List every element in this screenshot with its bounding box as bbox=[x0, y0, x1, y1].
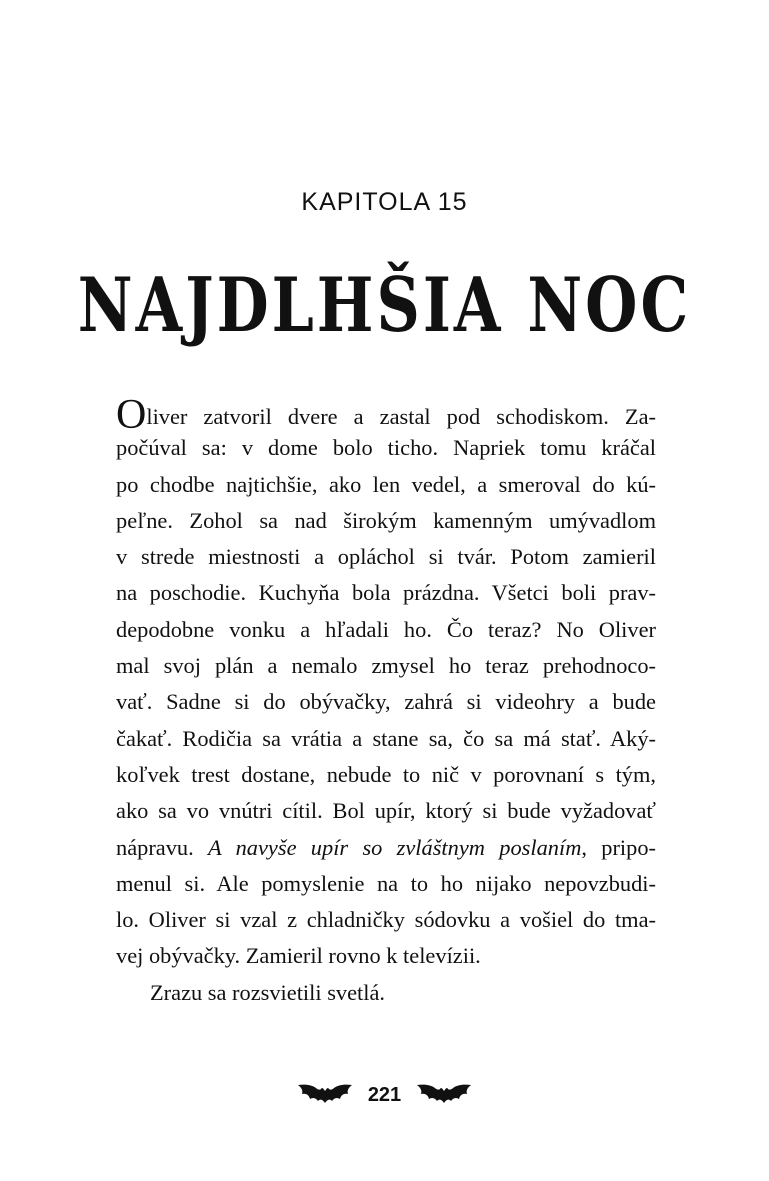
chapter-title: NAJDLHŠIA NOC bbox=[77, 262, 692, 350]
page-footer bbox=[0, 1075, 769, 1115]
text-segment: nápravu. bbox=[116, 834, 209, 860]
text-line: koľvek trest dostane, nebude to nič v porovnaní s tým, bbox=[116, 761, 656, 787]
text-line: na poschodie. Kuchyňa bola prázdna. Všetci boli prav- bbox=[116, 580, 656, 606]
text-line-content: liver zatvoril dvere a zastal pod schodiskom. Za- bbox=[146, 404, 656, 429]
bat-icon bbox=[415, 1082, 473, 1108]
text-line: počúval sa: v dome bolo ticho. Napriek tomu kráčal bbox=[116, 435, 656, 461]
text-segment: , pripo- bbox=[581, 834, 656, 860]
text-line: čakať. Rodičia sa vrátia a stane sa, čo sa má stať. Aký- bbox=[116, 725, 656, 751]
text-line: mal svoj plán a nemalo zmysel ho teraz prehodnoco- bbox=[116, 653, 656, 679]
body-text bbox=[116, 394, 656, 1011]
dropcap: O bbox=[116, 392, 147, 438]
final-paragraph: Zrazu sa rozsvietili svetlá. bbox=[150, 979, 386, 1005]
text-line: vej obývačky. Zamieril rovno k televízii. bbox=[116, 943, 481, 969]
text-line: po chodbe najtichšie, ako len vedel, a smeroval do kú- bbox=[116, 471, 656, 497]
text-line: menul si. Ale pomyslenie na to ho nijako nepovzbudi- bbox=[116, 870, 656, 896]
italic-text: A navyše upír so zvláštnym poslaním bbox=[208, 834, 582, 860]
chapter-label: KAPITOLA 15 bbox=[301, 188, 468, 216]
text-line: peľne. Zohol sa nad širokým kamenným umývadlom bbox=[116, 507, 656, 533]
text-line bbox=[116, 392, 656, 438]
bat-icon bbox=[296, 1082, 354, 1108]
text-line: ako sa vo vnútri cítil. Bol upír, ktorý si bude vyžadovať bbox=[116, 798, 656, 824]
text-line: v strede miestnosti a opláchol si tvár. Potom zamieril bbox=[116, 544, 656, 570]
text-line: vať. Sadne si do obývačky, zahrá si videohry a bude bbox=[116, 689, 656, 715]
page-number: 221 bbox=[367, 1083, 402, 1106]
text-line bbox=[116, 830, 656, 866]
text-line: depodobne vonku a hľadali ho. Čo teraz? No Oliver bbox=[116, 616, 656, 642]
text-line: lo. Oliver si vzal z chladničky sódovku a vošiel do tma- bbox=[116, 907, 656, 933]
